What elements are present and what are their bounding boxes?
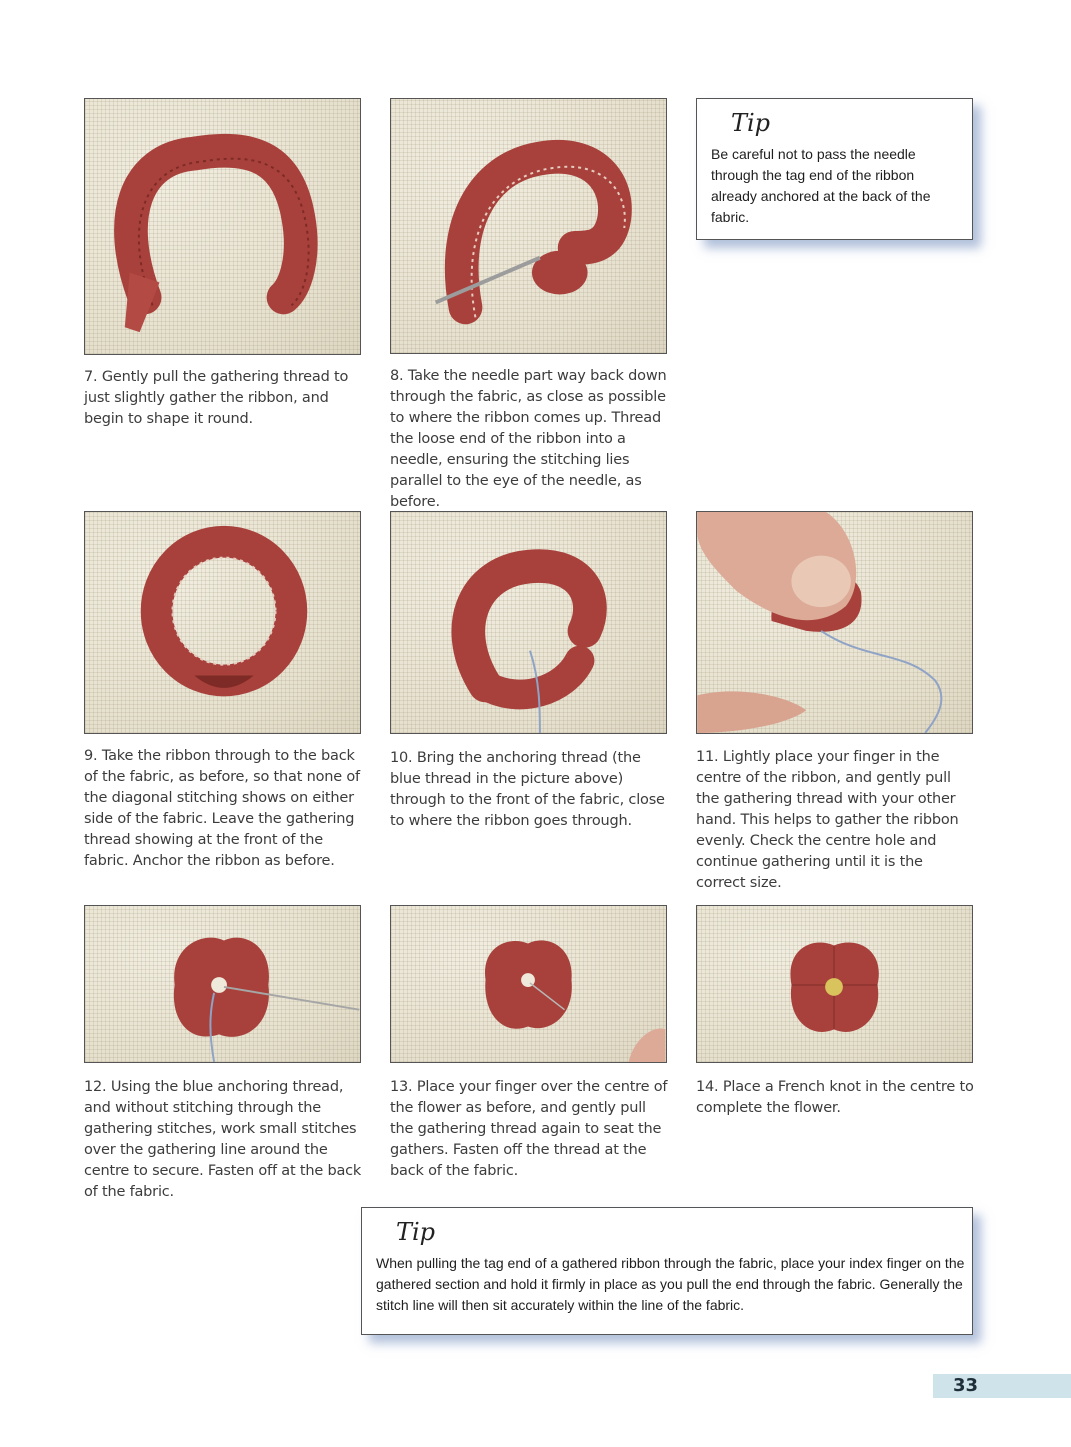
step-14-caption: 14. Place a French knot in the centre to complete the flower.	[696, 1079, 974, 1116]
step-7-photo	[84, 98, 361, 355]
step-11-caption: 11. Lightly place your finger in the centre of the ribbon, and gently pull the gathering thread with your other hand. This helps to gather the ribbon evenly. Check the centre hole and continue gathering until it is the correct size.	[696, 749, 959, 891]
step-8-caption: 8. Take the needle part way back down through the fabric, as close as possible to where the ribbon comes up. Thread the loose end of the ribbon into a needle, ensuring the stitching lies parallel to the eye of the needle, as before.	[390, 368, 667, 510]
step-9-caption: 9. Take the ribbon through to the back of the fabric, as before, so that none of the diagonal stitching shows on either side of the fabric. Leave the gathering thread showing at the front of the fabric. Anchor the ribbon as before.	[84, 748, 360, 869]
tip-text: Be careful not to pass the needle through the tag end of the ribbon already anchored at the back of the fabric.	[711, 146, 931, 225]
page-number: 33	[953, 1375, 979, 1396]
ribbon-with-blue-thread-illustration	[391, 512, 666, 733]
tip-box-2	[361, 1207, 973, 1335]
ribbon-arc-illustration	[85, 99, 360, 354]
step-9-photo	[84, 511, 361, 734]
finger-gathering-illustration	[697, 512, 972, 733]
step-8-photo	[390, 98, 667, 354]
step-7-caption: 7. Gently pull the gathering thread to just slightly gather the ribbon, and begin to shape it round.	[84, 369, 349, 427]
ribbon-circle-illustration	[85, 512, 360, 733]
tip-text: When pulling the tag end of a gathered ribbon through the fabric, place your index finger on the gathered section and hold it firmly in place as you pull the end through the fabric. Generally the stitch line will then sit accurately within the line of the fabric.	[376, 1255, 965, 1313]
gathered-flower-illustration	[391, 906, 666, 1062]
step-14-photo	[696, 905, 973, 1063]
tip-title: Tip	[396, 1218, 436, 1246]
step-12-photo	[84, 905, 361, 1063]
step-13-caption: 13. Place your finger over the centre of the flower as before, and gently pull the gathering thread again to seat the gathers. Fasten off the thread at the back of the fabric.	[390, 1079, 668, 1179]
step-10-photo	[390, 511, 667, 734]
tip-title: Tip	[731, 109, 771, 137]
ribbon-with-needle-illustration	[391, 99, 666, 353]
gathered-flower-needle-illustration	[85, 906, 360, 1062]
step-12-caption: 12. Using the blue anchoring thread, and without stitching through the gathering stitches, work small stitches over the gathering line around the centre to secure. Fasten off at the back of the fabric.	[84, 1079, 362, 1200]
step-10-caption: 10. Bring the anchoring thread (the blue thread in the picture above) through to the front of the fabric, close to where the ribbon goes through.	[390, 750, 665, 829]
step-11-photo	[696, 511, 973, 734]
finished-flower-illustration	[697, 906, 972, 1062]
step-13-photo	[390, 905, 667, 1063]
tip-box-1	[696, 98, 973, 240]
